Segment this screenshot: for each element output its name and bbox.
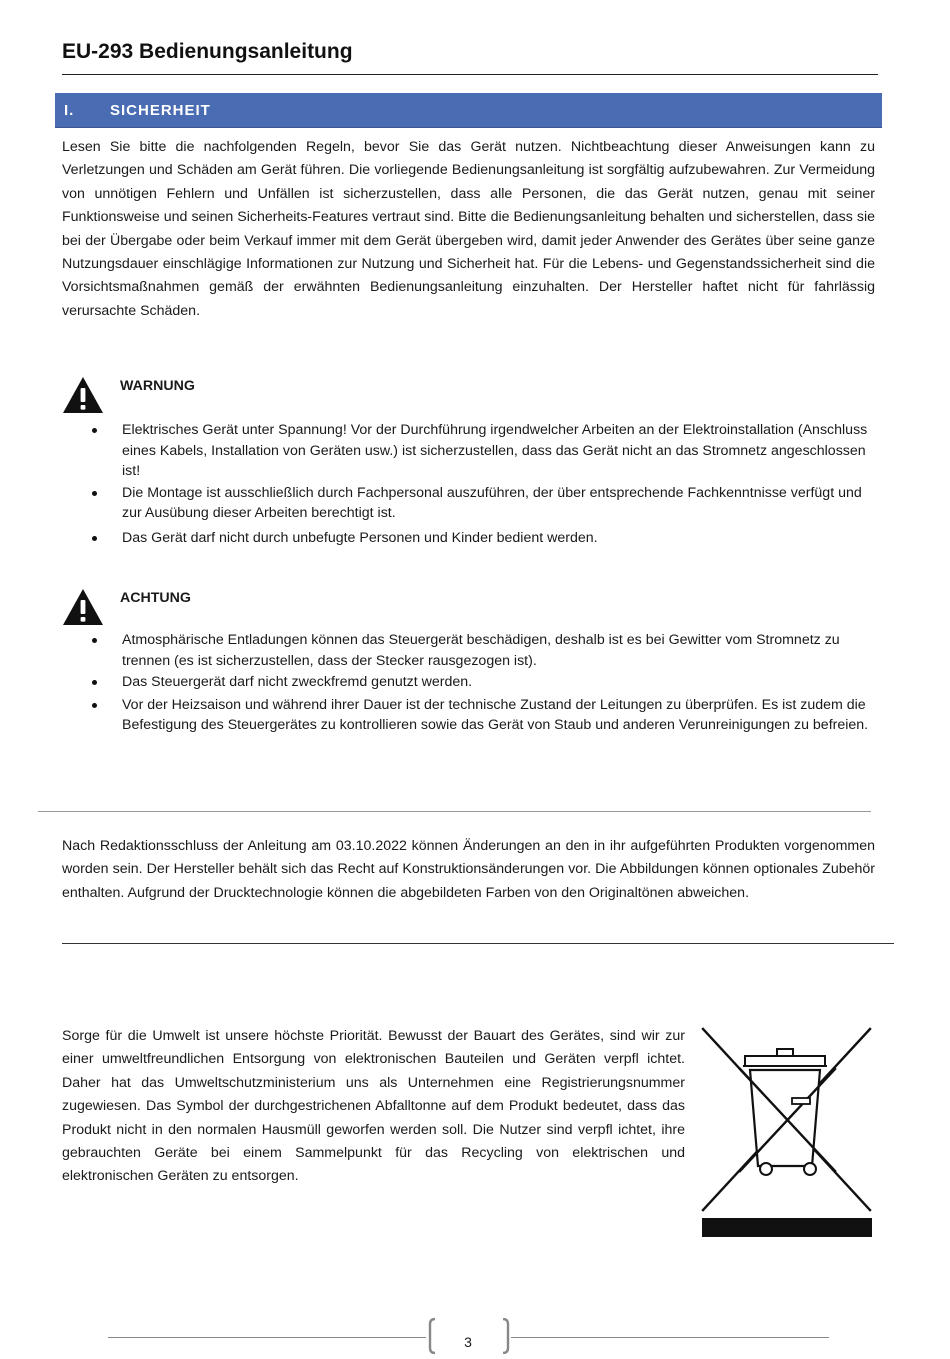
footer-rule-right [511,1337,829,1338]
section-number: I. [64,101,75,119]
caution-item-text: Atmosphärische Entladungen können das Steuergerät beschädigen, deshalb ist es bei Gewitter vom Stromnetz zu trennen (es ist sicherzustellen, dass der Stecker rausgezogen ist). [122,632,840,669]
list-item [62,528,877,549]
warning-triangle-icon [62,588,104,626]
environment-paragraph: Sorge für die Umwelt ist unsere höchste Priorität. Bewusst der Bauart des Gerätes, sind wir zur einer umweltfreundlichen Entsorgung von elektronischen Bauteilen und Geräten verpfl ichtet. Daher hat das Umweltschutzministerium uns als Unternehmen eine Registrierungsnummer zugewiesen. Das Symbol der durchgestrichenen Abfalltonne auf dem Produkt bedeutet, dass das Produkt nicht in den normalen Hausmüll geworfen werden soll. Die Nutzer sind verpfl ichtet, ihre gebrauchten Geräte bei einem Sammelpunkt für das Recycling von elektrischen und elektronischen Geräten zu entsorgen. [62,1028,685,1185]
list-item [62,483,877,524]
warning-block [62,376,877,549]
warning-list [62,420,877,548]
page-number: 3 [464,1334,472,1350]
page-title: EU-293 Bedienungsanleitung [62,40,353,63]
footer-rule-left [108,1337,426,1338]
warning-item-text: Das Gerät darf nicht durch unbefugte Personen und Kinder bedient werden. [122,529,598,546]
crossed-out-bin-icon [700,1026,875,1237]
bullet-icon [92,638,97,643]
title-divider [62,74,878,75]
caution-label: ACHTUNG [120,590,191,606]
bullet-icon [92,491,97,496]
caution-item-text: Vor der Heizsaison und während ihrer Dauer ist der technische Zustand der Leitungen zu überprüfen. Es ist zudem die Befestigung des Steuergerätes zu kontrollieren sowie das Gerät von Staub und anderen Verunreinigungen zu befreien. [122,696,869,733]
bullet-icon [92,428,97,433]
bullet-icon [92,680,97,685]
warning-label: WARNUNG [120,378,195,394]
section-title: SICHERHEIT [110,101,211,119]
section-divider [38,811,871,812]
warning-item-text: Elektrisches Gerät unter Spannung! Vor der Durchführung irgendwelcher Arbeiten an der Elektroinstallation (Anschluss eines Kabels, Installation von Geräten usw.) ist sicherzustellen, dass das Gerät nicht an das Stromnetz angeschlossen ist! [122,422,868,479]
intro-paragraph: Lesen Sie bitte die nachfolgenden Regeln, bevor Sie das Gerät nutzen. Nichtbeachtung dieser Anweisungen kann zu Verletzungen und Schäden am Gerät führen. Die vorliegende Bedienungsanleitung ist sorgfältig aufzubewahren. Zur Vermeidung von unnötigen Fehlern und Unfällen ist sicherzustellen, dass alle Personen, die das Gerät nutzen, genau mit seiner Funktionsweise und seinen Sicherheits-Features vertraut sind. Bitte die Bedienungsanleitung behalten und sicherstellen, dass sie bei der Übergabe oder beim Verkauf immer mit dem Gerät übergeben wird, damit jeder Anwender des Gerätes über seine ganze Nutzungsdauer einschlägige Informationen zur Nutzung und Sicherheit hat. Für die Lebens- und Gegenstandssicherheit sind die Vorsichtsmaßnahmen gemäß der erwähnten Bedienungsanleitung einzuhalten. Der Hersteller haftet nicht für fahrlässig verursachte Schäden. [62,139,875,319]
list-item [62,672,877,693]
warning-item-text: Die Montage ist ausschließlich durch Fachpersonal auszuführen, der über entsprechende Fachkenntnisse verfügt und zur Ausübung dieser Arbeiten berechtigt ist. [122,484,862,521]
bullet-icon [92,536,97,541]
section-heading-bar [55,93,882,127]
caution-block [62,588,877,737]
note-divider [62,943,894,944]
list-item [62,695,877,736]
editorial-note: Nach Redaktionsschluss der Anleitung am 03.10.2022 können Änderungen an den in ihr aufgeführten Produkten vorgenommen worden sein. Der Hersteller behält sich das Recht auf Konstruktionsänderungen vor. Die Abbildungen können optionales Zubehör enthalten. Aufgrund der Drucktechnologie können die abgebildeten Farben von den Originaltönen abweichen. [62,838,875,901]
list-item [62,630,877,671]
warning-triangle-icon [62,376,104,414]
caution-list [62,630,877,736]
bullet-icon [92,703,97,708]
list-item [62,420,877,482]
footer-bracket-left-icon [428,1318,436,1354]
caution-item-text: Das Steuergerät darf nicht zweckfremd genutzt werden. [122,674,473,690]
footer-bracket-right-icon [502,1318,510,1354]
